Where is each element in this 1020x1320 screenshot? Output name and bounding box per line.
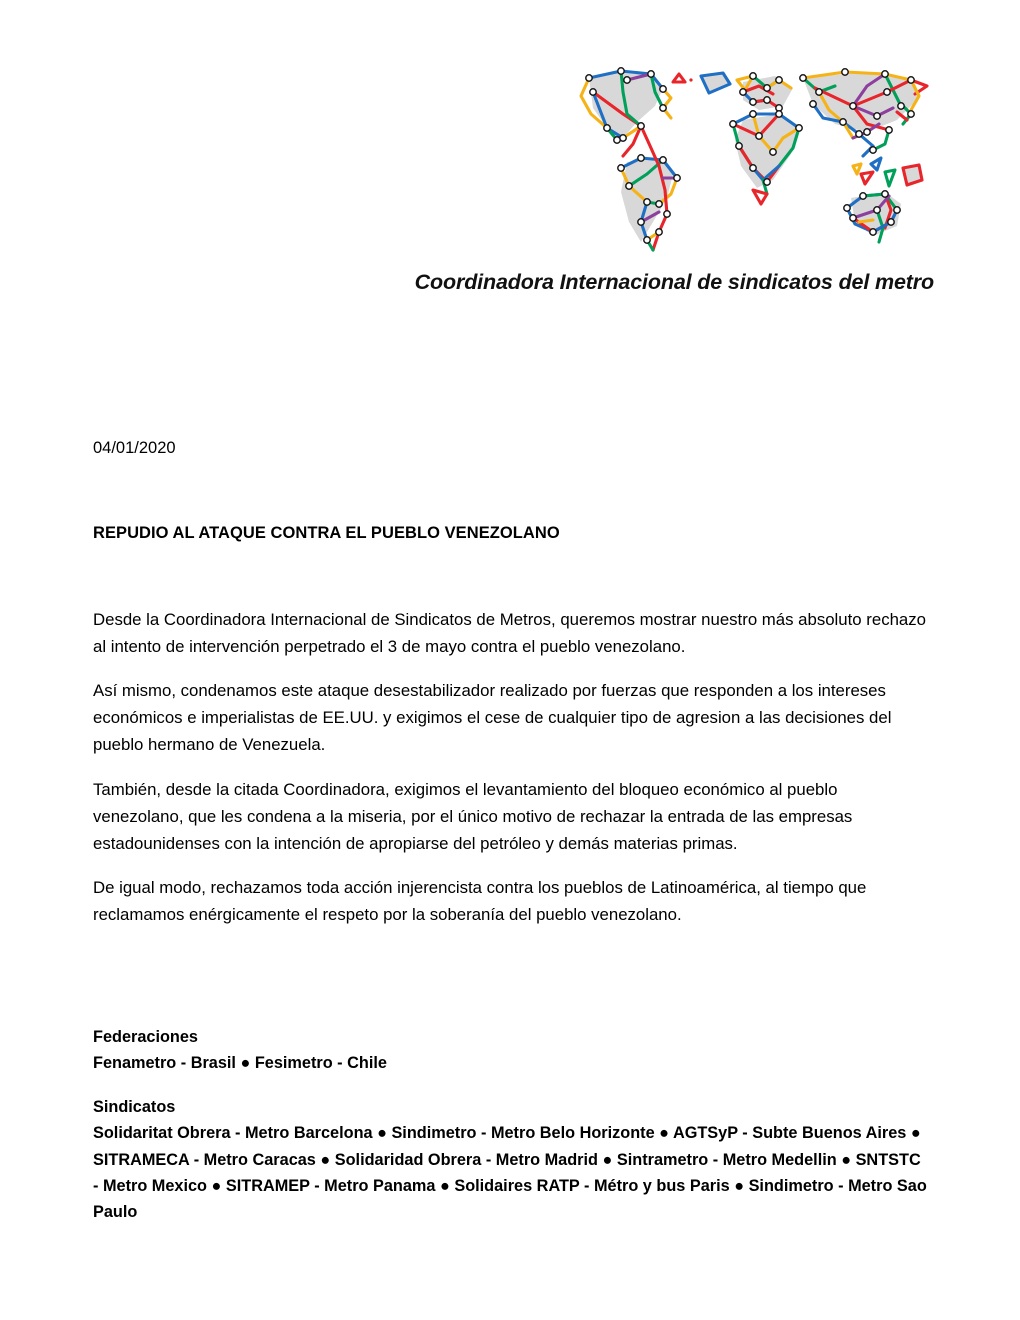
paragraph: De igual modo, rechazamos toda acción injerencista contra los pueblos de Latinoamérica, al tiempo que reclamamos enérgicamente el respeto por la soberanía del pueblo venezolano.: [93, 878, 867, 925]
document-content: [93, 437, 929, 929]
paragraph: Así mismo, condenamos este ataque desestabilizador realizado por fuerzas que responden a los intereses económicos e imperialistas de EE.UU. y exigimos el cese de cualquier tipo de agresion a las decisiones del pueblo hermano de Venezuela.: [93, 680, 892, 755]
world-map-network-logo-icon: [567, 62, 937, 258]
federations-list: Fenametro - Brasil ● Fesimetro - Chile: [93, 1054, 387, 1073]
unions-group: [93, 1094, 929, 1226]
document-date: 04/01/2020: [93, 439, 176, 457]
unions-heading: Sindicatos: [93, 1097, 176, 1116]
body-paragraphs: [93, 545, 929, 929]
paragraph: Desde la Coordinadora Internacional de Sindicatos de Metros, queremos mostrar nuestro más absoluto rechazo al intento de intervención perpetrado el 3 de mayo contra el pueblo venezolano.: [93, 609, 926, 656]
letterhead: [0, 62, 1020, 296]
document-title: REPUDIO AL ATAQUE CONTRA EL PUEBLO VENEZOLANO: [93, 524, 560, 543]
federations-heading: Federaciones: [93, 1028, 198, 1046]
signature-block: [93, 1024, 929, 1226]
organization-tagline: Coordinadora Internacional de sindicatos del metro: [414, 270, 934, 294]
unions-list: Solidaritat Obrera - Metro Barcelona ● Sindimetro - Metro Belo Horizonte ● AGTSyP - Subte Buenos Aires ● SITRAMECA - Metro Caracas ● Solidaridad Obrera - Metro Madrid ● Sintrametro - Metro Medellin ● SNTSTC - Metro Mexico ● SITRAMEP - Metro Panama ● Solidaires RATP - Métro y bus Paris ● Sindimetro - Metro Sao Paulo: [93, 1124, 927, 1222]
federations-group: [93, 1024, 929, 1077]
paragraph: También, desde la citada Coordinadora, exigimos el levantamiento del bloqueo económico al pueblo venezolano, que les condena a la miseria, por el único motivo de rechazar la entrada de las empresas estadounidenses con la intención de apropiarse del petróleo y demás materias primas.: [93, 779, 853, 853]
